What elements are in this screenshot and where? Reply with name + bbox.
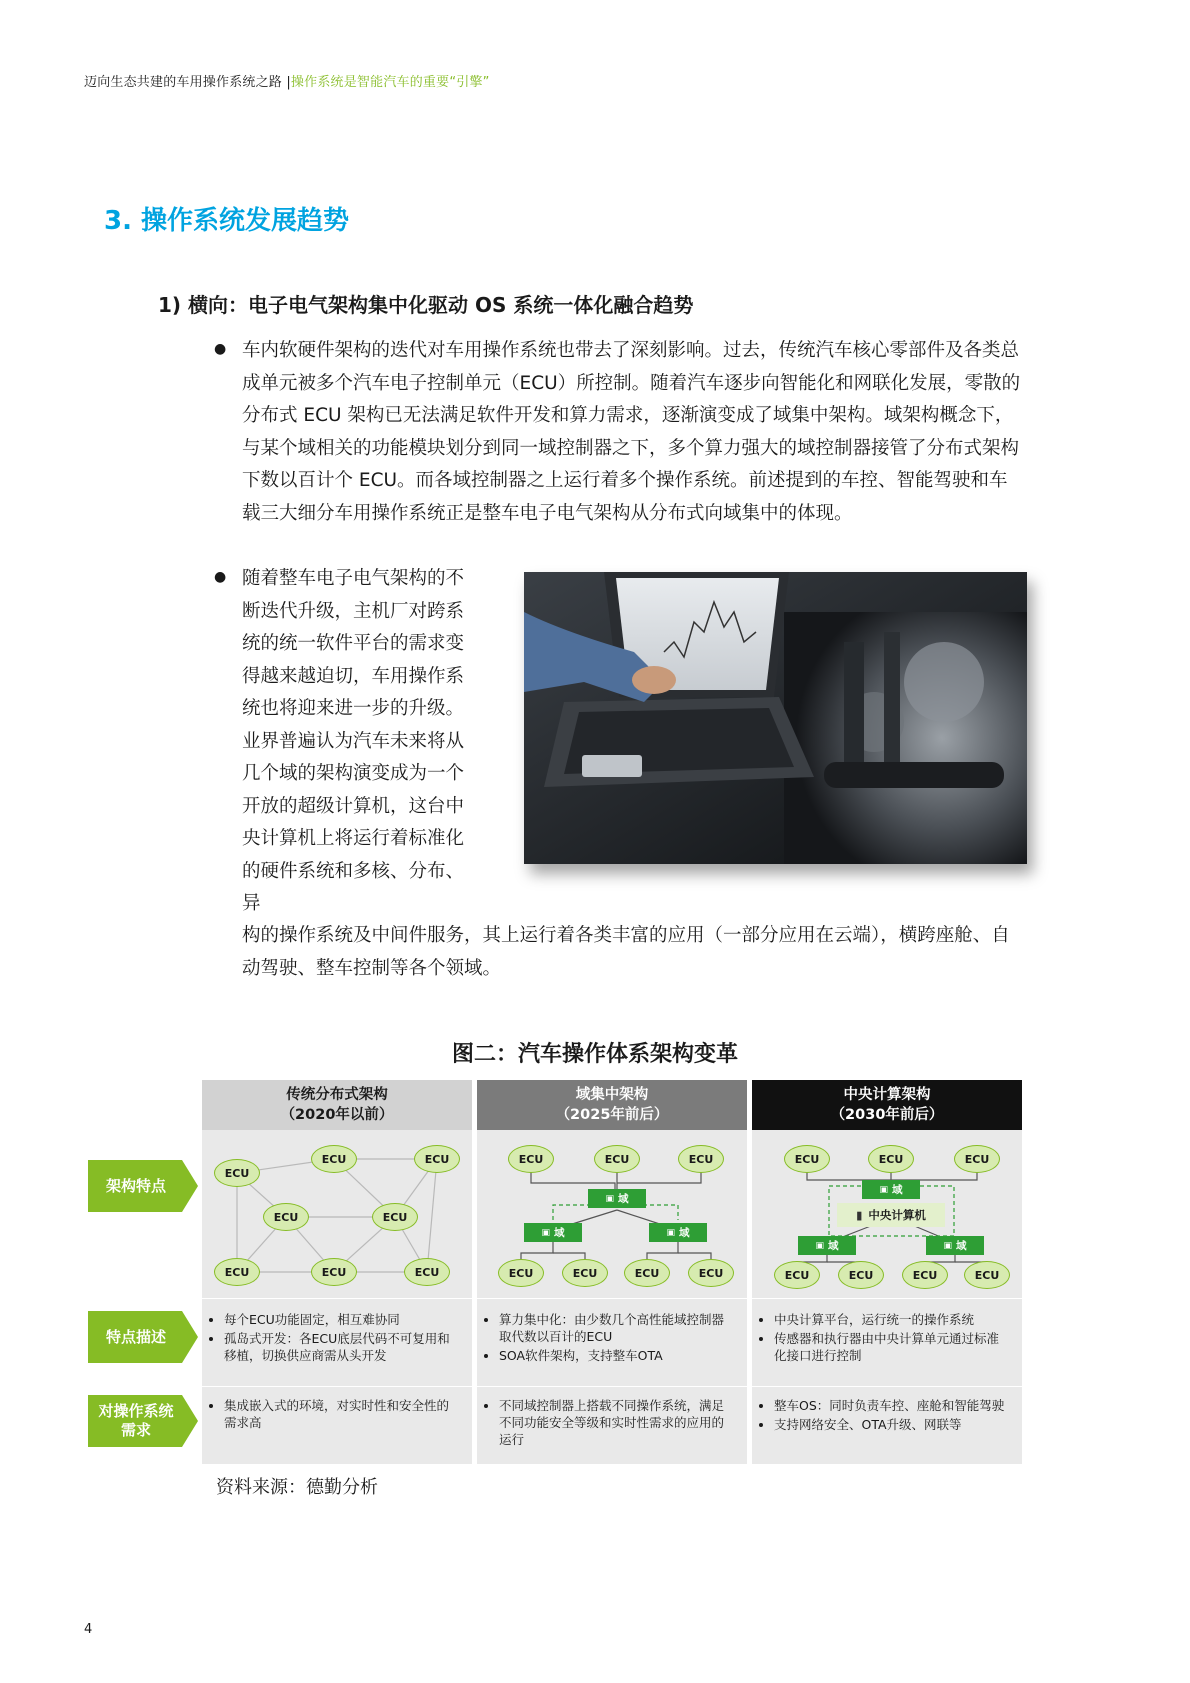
ecu-node: ECU	[311, 1145, 357, 1173]
ecu-node: ECU	[214, 1159, 260, 1187]
figure-title: 图二：汽车操作体系架构变革	[451, 1042, 738, 1067]
column-header: 中央计算架构 （2030年前后）	[752, 1080, 1022, 1130]
domain-controller-node: ▣ 域	[524, 1223, 582, 1242]
ecu-node: ECU	[214, 1258, 260, 1286]
ecu-node: ECU	[624, 1259, 670, 1287]
domain-controller-node: ▣ 域	[649, 1223, 707, 1242]
domain-controller-node: ▣ 域	[798, 1236, 856, 1255]
page-number: 4	[84, 1622, 93, 1637]
ecu-node: ECU	[404, 1258, 450, 1286]
row-label-os-requirement: 对操作系统 需求	[88, 1395, 198, 1447]
subheading: 1) 横向：电子电气架构集中化驱动 OS 系统一体化融合趋势	[158, 293, 694, 317]
features-central: • 中央计算平台，运行统一的操作系统 • 传感器和执行器由中央计算单元通过标准化接口进行控制	[760, 1311, 1010, 1366]
server-icon: ▮	[856, 1208, 863, 1222]
row-label-description: 特点描述	[88, 1311, 198, 1363]
domain-controller-node: ▣ 域	[588, 1189, 646, 1208]
ecu-node: ECU	[372, 1203, 418, 1231]
column-header: 域集中架构 （2025年前后）	[477, 1080, 747, 1130]
chip-icon: ▣	[943, 1240, 952, 1251]
bullet-dot: ●	[214, 569, 227, 585]
ecu-node: ECU	[498, 1259, 544, 1287]
ecu-node: ECU	[774, 1261, 820, 1289]
paragraph-1: 车内软硬件架构的迭代对车用操作系统也带去了深刻影响。过去，传统汽车核心零部件及各类总成单元被多个汽车电子控制单元（ECU）所控制。随着汽车逐步向智能化和网联化发展，零散的分布式 ECU 架构已无法满足软件开发和算力需求，逐渐演变成了域集中架构。域架构概念下，与某个域相关的功能模块划分到同一域控制器之下，多个算力强大的域控制器接管了分布式架构下数以百计个 ECU。而各域控制器之上运行着多个操作系统。前述提到的车控、智能驾驶和车载三大细分车用操作系统正是整车电子电气架构从分布式向域集中的体现。	[242, 340, 1021, 524]
requirements-domain: • 不同域控制器上搭载不同操作系统，满足不同功能安全等级和实时性需求的应用的运行	[485, 1397, 735, 1450]
features-domain: • 算力集中化：由少数几个高性能域控制器取代数以百计的ECU • SOA软件架构，支持整车OTA	[485, 1311, 735, 1366]
domain-controller-node: ▣ 域	[926, 1236, 984, 1255]
domain-controller-node: ▣ 域	[862, 1180, 920, 1199]
ecu-node: ECU	[594, 1145, 640, 1173]
ecu-node: ECU	[784, 1145, 830, 1173]
header-chapter: 操作系统是智能汽车的重要“引擎”	[290, 75, 490, 90]
requirements-distributed: • 集成嵌入式的环境，对实时性和安全性的需求高	[210, 1397, 460, 1433]
ecu-node: ECU	[562, 1259, 608, 1287]
ecu-node: ECU	[678, 1145, 724, 1173]
row-label-architecture: 架构特点	[88, 1160, 198, 1212]
ecu-node: ECU	[964, 1261, 1010, 1289]
figure-source: 资料来源：德勤分析	[216, 1477, 378, 1498]
chip-icon: ▣	[815, 1240, 824, 1251]
chip-icon: ▣	[605, 1193, 614, 1204]
ecu-node: ECU	[508, 1145, 554, 1173]
ecu-node: ECU	[902, 1261, 948, 1289]
column-header: 传统分布式架构 （2020年以前）	[202, 1080, 472, 1130]
ecu-node: ECU	[868, 1145, 914, 1173]
bullet-dot: ●	[214, 341, 227, 357]
chip-icon: ▣	[879, 1184, 888, 1195]
ecu-node: ECU	[263, 1203, 309, 1231]
section-title: 3. 操作系统发展趋势	[104, 206, 350, 236]
header-doc-title: 迈向生态共建的车用操作系统之路 |	[84, 75, 291, 90]
ecu-node: ECU	[311, 1258, 357, 1286]
chip-icon: ▣	[666, 1227, 675, 1238]
chip-icon: ▣	[541, 1227, 550, 1238]
ecu-node: ECU	[688, 1259, 734, 1287]
ecu-node: ECU	[414, 1145, 460, 1173]
features-distributed: • 每个ECU功能固定，相互难协同 • 孤岛式开发：各ECU底层代码不可复用和移植，切换供应商需从头开发	[210, 1311, 460, 1366]
requirements-central: • 整车OS：同时负责车控、座舱和智能驾驶 • 支持网络安全、OTA升级、网联等	[760, 1397, 1010, 1435]
ecu-node: ECU	[838, 1261, 884, 1289]
ecu-node: ECU	[954, 1145, 1000, 1173]
central-computer-node: ▮ 中央计算机	[837, 1203, 945, 1227]
paragraph-2-wrap: 随着整车电子电气架构的不断迭代升级，主机厂对跨系统的统一软件平台的需求变得越来越迫切，车用操作系统也将迎来进一步的升级。业界普遍认为汽车未来将从几个域的架构演变成为一个开放的超级计算机，这台中央计算机上将运行着标准化的硬件系统和多核、分布、异	[242, 568, 465, 914]
paragraph-2-rest: 构的操作系统及中间件服务，其上运行着各类丰富的应用（一部分应用在云端），横跨座舱、自动驾驶、整车控制等各个领域。	[242, 925, 1010, 979]
